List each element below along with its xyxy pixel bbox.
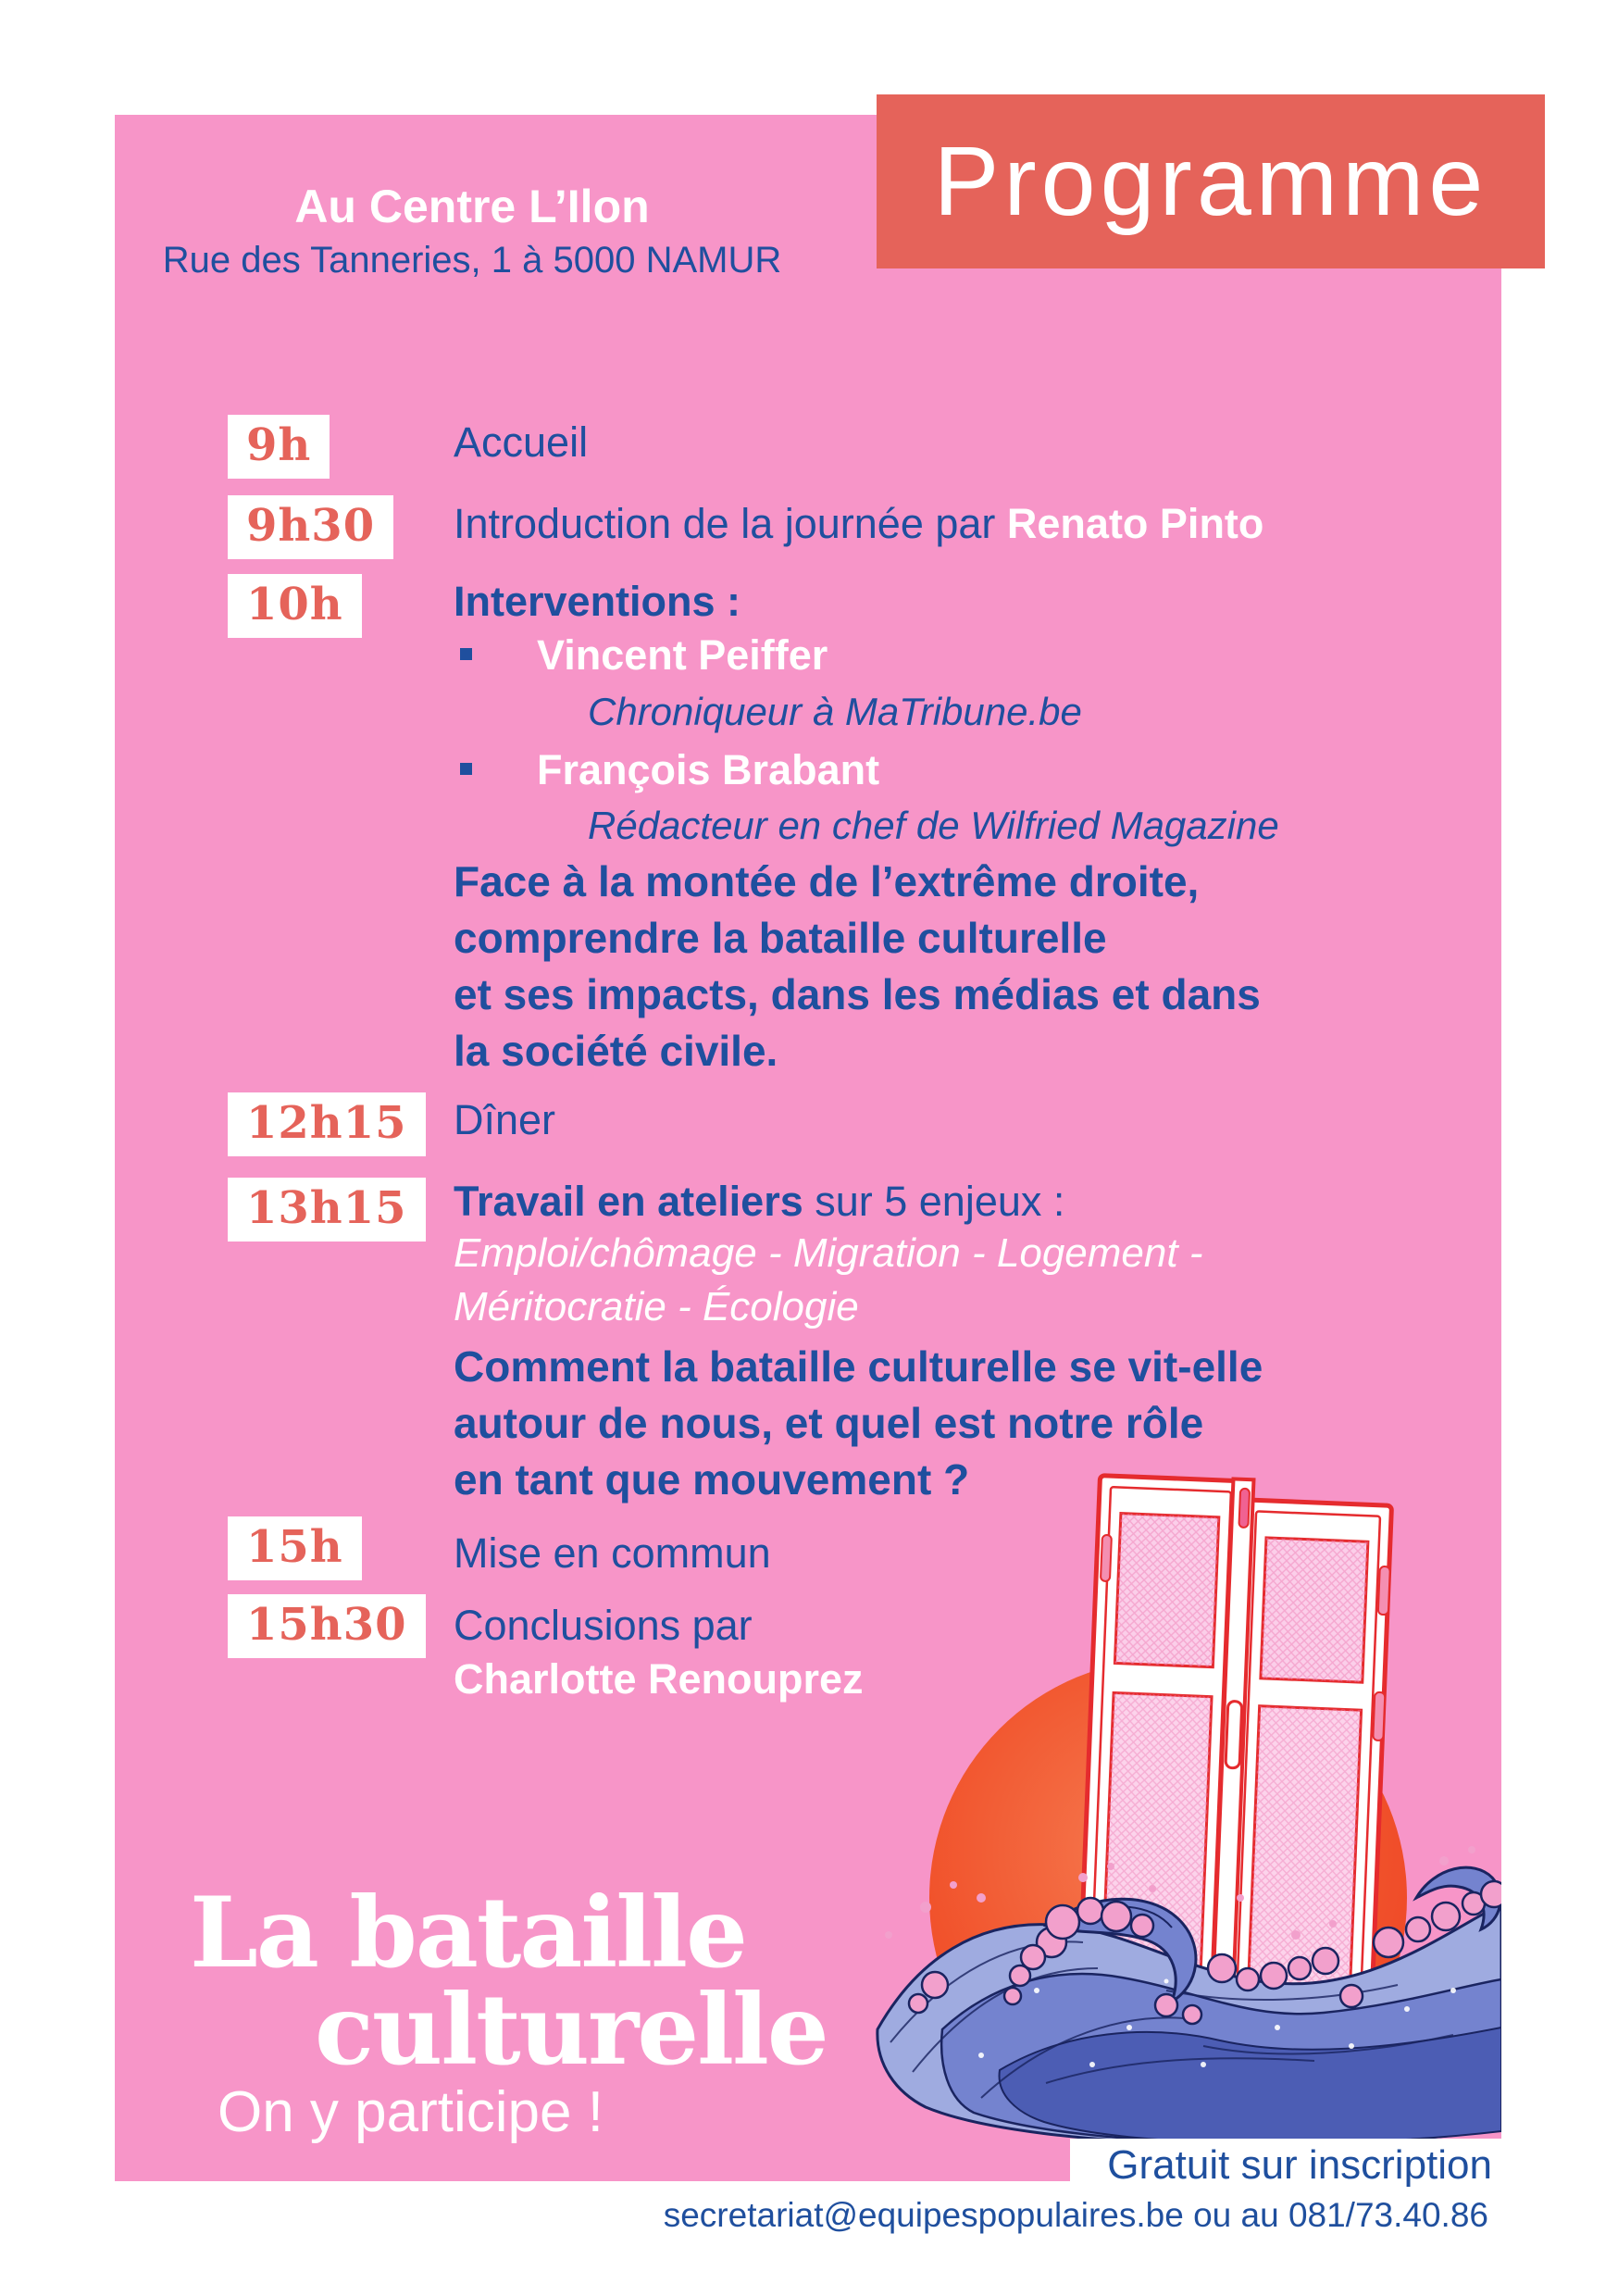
question-line: autour de nous, et quel est notre rôle [454,1399,1204,1447]
role-francois-brabant: Rédacteur en chef de Wilfried Magazine [588,804,1279,847]
activity-accueil: Accueil [454,418,589,466]
time-badge-10h: 10h [228,574,362,638]
free-registration-label: Gratuit sur inscription [1107,2142,1492,2188]
interventions-description [454,854,1261,1079]
activity-conclusions: Conclusions par [454,1602,753,1649]
time-badge-13h15: 13h15 [228,1178,426,1242]
description-line: et ses impacts, dans les médias et dans [454,970,1261,1018]
time-badge-9h: 9h [228,415,330,479]
time-badge-15h: 15h [228,1516,362,1580]
time-badge-12h15: 12h15 [228,1092,426,1156]
slogan-line-1: La bataille [190,1875,746,1990]
programme-banner [877,94,1545,268]
slogan-line-2: culturelle [315,1972,828,2087]
header [139,181,805,281]
description-line: comprendre la bataille culturelle [454,914,1107,962]
role-vincent-peiffer: Chroniqueur à MaTribune.be [588,690,1082,733]
speaker-renato-pinto: Renato Pinto [1006,500,1264,547]
speaker-charlotte-renouprez: Charlotte Renouprez [454,1655,864,1703]
themes-line: Emploi/chômage - Migration - Logement - [454,1230,1203,1276]
ateliers-title-rest: sur 5 enjeux : [803,1178,1065,1225]
square-bullet-icon [460,763,472,775]
venue-name: Au Centre L’Ilon [294,181,650,232]
ateliers-title [454,1178,1064,1226]
themes-line: Méritocratie - Écologie [454,1284,859,1329]
description-line: Face à la montée de l’extrême droite, [454,857,1200,905]
venue-address: Rue des Tanneries, 1 à 5000 NAMUR [162,240,782,281]
time-badge-15h30: 15h30 [228,1594,426,1658]
ateliers-title-bold: Travail en ateliers [454,1178,803,1225]
introduction-text: Introduction de la journée par [454,500,1007,547]
speaker-vincent-peiffer: Vincent Peiffer [537,631,828,679]
question-line: en tant que mouvement ? [454,1455,970,1504]
interventions-title: Interventions : [454,578,741,625]
speaker-francois-brabant: François Brabant [537,746,880,793]
question-line: Comment la bataille culturelle se vit-elle [454,1342,1263,1391]
activity-introduction [454,500,1263,548]
description-line: la société civile. [454,1027,778,1075]
contact-line: secretariat@equipespopulaires.be ou au 081/73.40.86 [663,2196,1488,2234]
ateliers-question [454,1339,1263,1508]
programme-label: Programme [933,126,1488,236]
square-bullet-icon [460,648,472,660]
activity-diner: Dîner [454,1096,556,1143]
slogan-subline: On y participe ! [218,2080,604,2144]
activity-mise-en-commun: Mise en commun [454,1529,771,1577]
time-badge-9h30: 9h30 [228,495,393,559]
